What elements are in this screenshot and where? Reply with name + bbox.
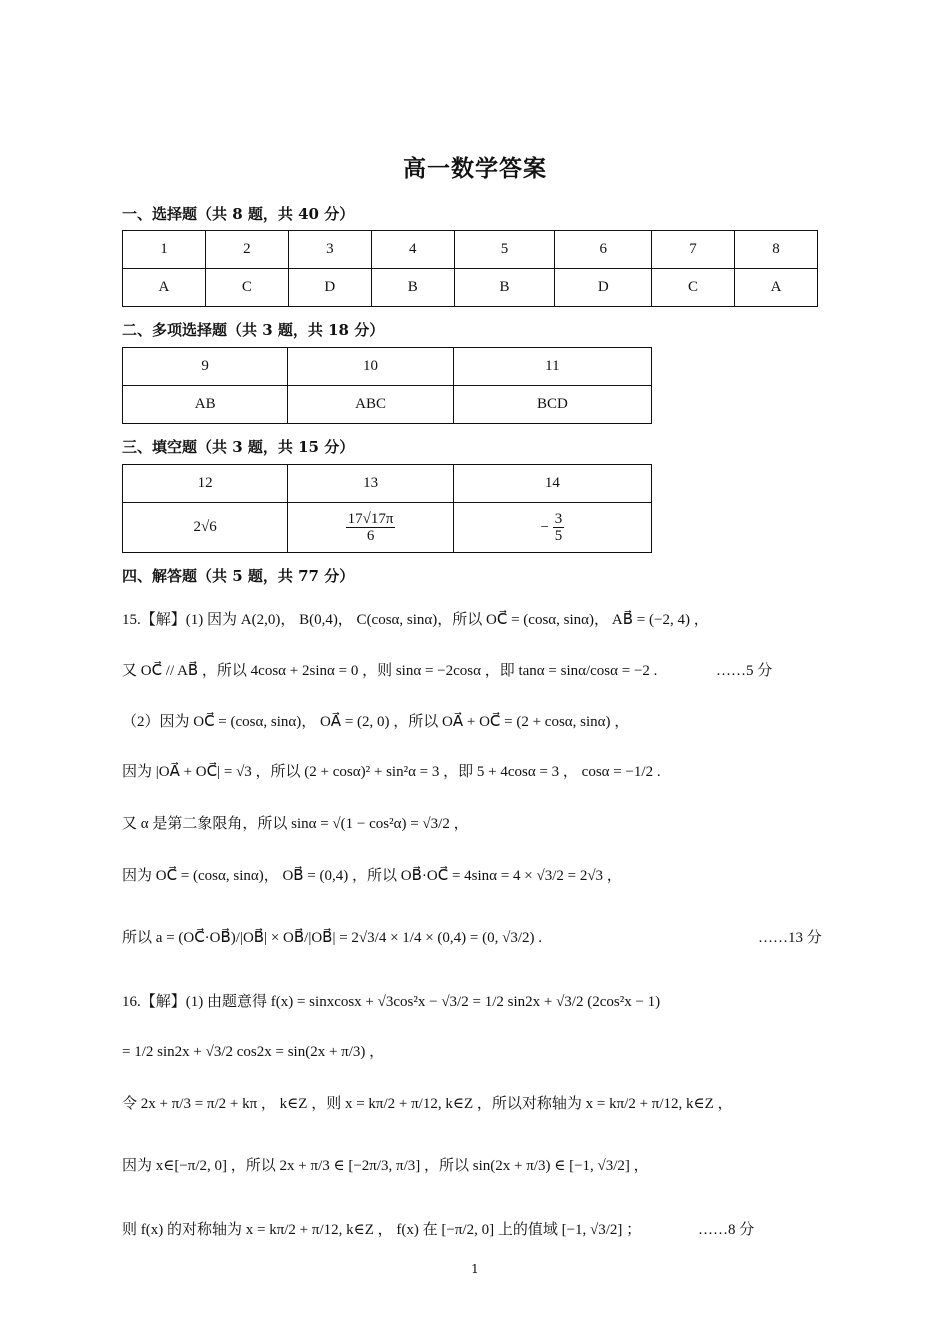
table-row [123,269,818,307]
table-row [123,503,652,553]
section-heading-solutions: 四、解答题（共 5 题，共 77 分） [122,567,355,585]
table-cell: 11 [453,348,651,386]
table-cell [453,503,651,553]
mc-answer-table [122,230,818,307]
solution-line: 又 α 是第二象限角，所以 sinα = √(1 − cos²α) = √3/2 ， [122,816,469,832]
table-row [123,465,652,503]
section-heading-multiple-choice: 一、选择题（共 8 题，共 40 分） [122,205,355,223]
table-cell: 6 [555,231,652,269]
table-cell: BCD [453,386,651,424]
solution-line: 所以 a = (OC⃗·OB⃗)/|OB⃗| × OB⃗/|OB⃗| = 2√3/4 × 1/4 × (0,4) = (0, √3/2) . [122,930,542,946]
solution-line: （2）因为 OC⃗ = (cosα, sinα)， OA⃗ = (2, 0) ，所以 OA⃗ + OC⃗ = (2 + cosα, sinα) ， [122,714,630,730]
fraction-denominator: 6 [366,528,375,544]
table-row [123,386,652,424]
table-cell: B [454,269,555,307]
section-heading-multi-select: 二、多项选择题（共 3 题，共 18 分） [122,321,385,339]
table-cell: ABC [288,386,453,424]
table-cell: 4 [371,231,454,269]
table-cell: A [735,269,818,307]
table-cell: 9 [123,348,288,386]
table-cell: A [123,269,206,307]
table-cell: 5 [454,231,555,269]
minus-sign: − [540,518,550,535]
table-row [123,348,652,386]
answer-fraction [553,511,565,545]
solution-line: = 1/2 sin2x + √3/2 cos2x = sin(2x + π/3) ， [122,1044,385,1060]
table-cell: 1 [123,231,206,269]
answer-fraction [346,511,396,545]
table-cell: 7 [652,231,735,269]
table-cell: 13 [288,465,453,503]
solution-line: 因为 OC⃗ = (cosα, sinα)， OB⃗ = (0,4) ，所以 OB⃗·OC⃗ = 4sinα = 4 × √3/2 = 2√3 ， [122,868,622,884]
table-cell: 12 [123,465,288,503]
table-cell: 10 [288,348,453,386]
fraction-numerator: 17√17π [347,510,394,527]
table-cell: 8 [735,231,818,269]
score-mark: ……8 分 [698,1222,755,1238]
solution-line: 则 f(x) 的对称轴为 x = kπ/2 + π/12, k∈Z ， f(x) 在 [−π/2, 0] 上的值域 [−1, √3/2] ； [122,1222,642,1238]
fill-answer-table [122,464,652,553]
score-mark: ……13 分 [758,930,822,946]
table-cell: C [652,269,735,307]
table-cell: B [371,269,454,307]
solution-line: 因为 x∈[−π/2, 0] ，所以 2x + π/3 ∈ [−2π/3, π/3] ，所以 sin(2x + π/3) ∈ [−1, √3/2] ， [122,1158,649,1174]
fraction-numerator: 3 [554,510,563,527]
table-cell: AB [123,386,288,424]
solution-line: 令 2x + π/3 = π/2 + kπ ， k∈Z ，则 x = kπ/2 + π/12, k∈Z ，所以对称轴为 x = kπ/2 + π/12, k∈Z ， [122,1096,733,1112]
solution-line: 15.【解】(1) 因为 A(2,0)， B(0,4)， C(cosα, sinα)，所以 OC⃗ = (cosα, sinα)， AB⃗ = (−2, 4) ， [122,612,709,628]
section-heading-fill-in: 三、填空题（共 3 题，共 15 分） [122,438,355,456]
table-cell: D [288,269,371,307]
solution-line: 又 OC⃗ // AB⃗ ，所以 4cosα + 2sinα = 0 ，则 sinα = −2cosα ，即 tanα = sinα/cosα = −2 . [122,663,658,679]
table-cell: 3 [288,231,371,269]
table-cell: D [555,269,652,307]
solution-line: 因为 |OA⃗ + OC⃗| = √3 ，所以 (2 + cosα)² + sin²α = 3 ，即 5 + 4cosα = 3 ， cosα = −1/2 . [122,764,661,780]
table-cell: C [205,269,288,307]
multi-answer-table [122,347,652,424]
solution-line: 16.【解】(1) 由题意得 f(x) = sinxcosx + √3cos²x − √3/2 = 1/2 sin2x + √3/2 (2cos²x − 1) [122,994,661,1010]
page-title: 高一数学答案 [403,155,547,182]
table-row [123,231,818,269]
page-number: 1 [471,1262,479,1276]
fraction-denominator: 5 [554,528,563,544]
score-mark: ……5 分 [716,663,773,679]
table-cell [288,503,453,553]
table-cell: 2 [205,231,288,269]
table-cell: 14 [453,465,651,503]
table-cell: 2√6 [123,503,288,553]
